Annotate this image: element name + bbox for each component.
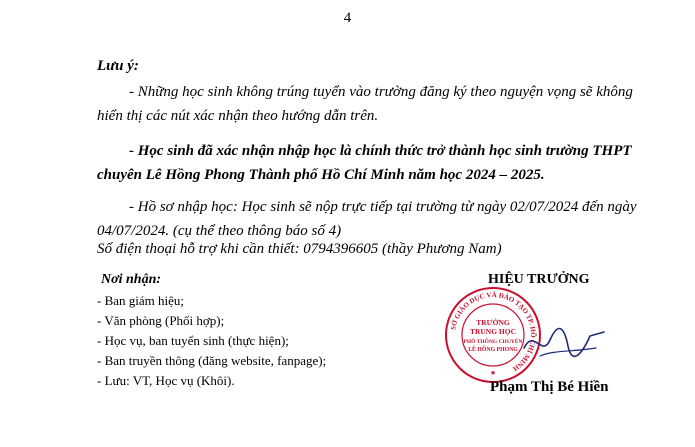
note-paragraph-1 [97, 80, 657, 128]
stamp-ring-text: SỞ GIÁO DỤC VÀ ĐÀO TẠO TP. HỒ CHÍ MINH [449, 290, 538, 373]
page-number: 4 [343, 10, 352, 26]
recipient-item: - Ban truyền thông (đăng website, fanpage); [97, 353, 327, 368]
note-paragraph-2-line-2: chuyên Lê Hồng Phong Thành phố Hồ Chí Minh năm học 2024 – 2025. [97, 167, 545, 183]
stamp-line: LÊ HỒNG PHONG [468, 347, 518, 353]
recipient-item: - Học vụ, ban tuyển sinh (thực hiện); [97, 333, 289, 348]
note-paragraph-3 [97, 195, 657, 243]
handwritten-signature [520, 318, 610, 368]
support-phone: Số điện thoại hỗ trợ khi cần thiết: 0794396605 (thầy Phương Nam) [97, 241, 502, 257]
recipient-item: - Văn phòng (Phối hợp); [97, 313, 225, 328]
signer-name: Phạm Thị Bé Hiền [490, 379, 609, 395]
stamp-line: TRUNG HỌC [469, 327, 517, 336]
note-paragraph-3-line-1: - Hồ sơ nhập học: Học sinh sẽ nộp trực tiếp tại trường từ ngày 02/07/2024 đến ngày [129, 199, 637, 215]
note-paragraph-2-line-1: - Học sinh đã xác nhận nhập học là chính thức trở thành học sinh trường THPT [129, 143, 632, 159]
stamp-line: TRƯỜNG [476, 318, 510, 327]
stamp-line: PHỔ THÔNG CHUYÊN [463, 339, 523, 345]
recipients-title: Nơi nhận: [101, 272, 162, 287]
stamp-star-icon: ★ [489, 369, 497, 377]
recipient-item: - Ban giám hiệu; [97, 293, 185, 308]
note-title: Lưu ý: [97, 58, 139, 74]
note-paragraph-1-line-2: hiển thị các nút xác nhận theo hướng dẫn trên. [97, 108, 379, 124]
signer-title: HIỆU TRƯỞNG [488, 272, 590, 287]
note-paragraph-3-line-2: 04/07/2024. (cụ thể theo thông báo số 4) [97, 223, 342, 239]
recipient-item: - Lưu: VT, Học vụ (Khôi). [97, 373, 235, 388]
recipients-list [97, 272, 397, 391]
note-paragraph-1-line-1: - Những học sinh không trúng tuyển vào trường đăng ký theo nguyện vọng sẽ không [129, 84, 633, 100]
note-paragraph-2 [97, 139, 657, 187]
